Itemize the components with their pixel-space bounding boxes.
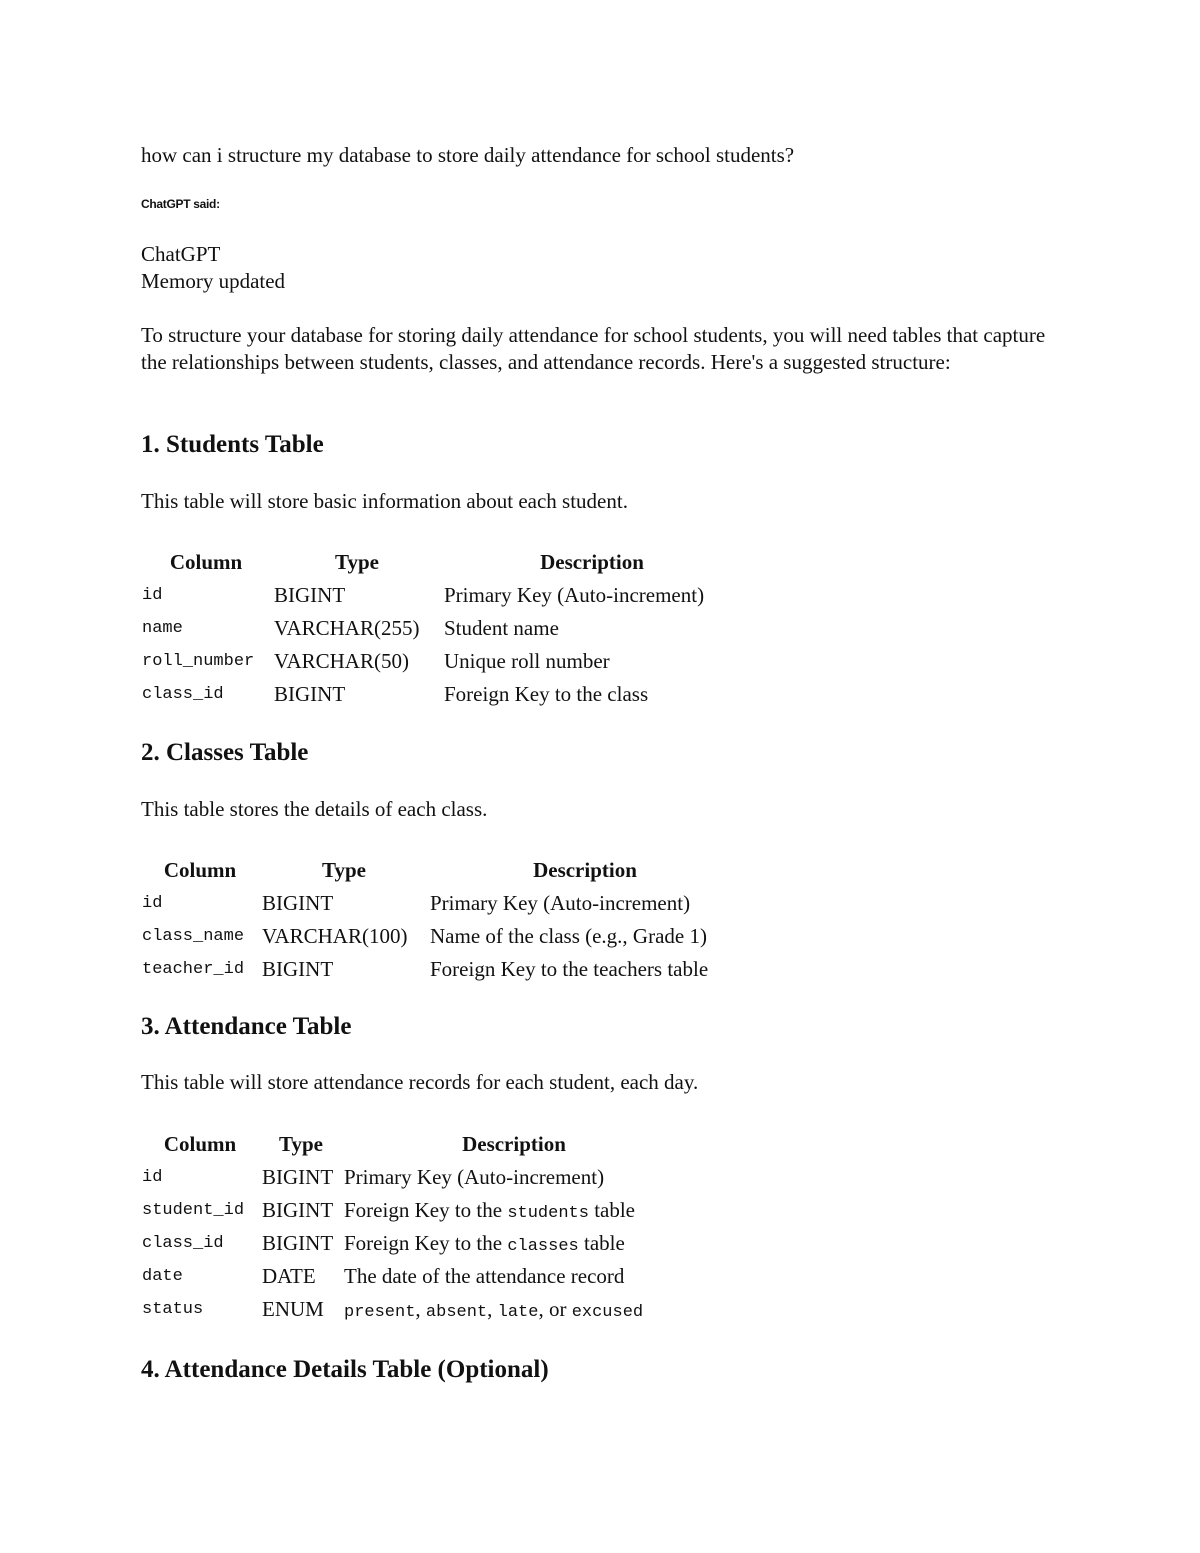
column-name: status bbox=[142, 1300, 204, 1319]
intro-paragraph: To structure your database for storing daily attendance for school students, you will need tables that capture the relationships between students, classes, and attendance records. Here's a suggested structure: bbox=[141, 323, 1046, 374]
column-description: Foreign Key to the class bbox=[444, 682, 649, 706]
column-type: VARCHAR(255) bbox=[274, 616, 420, 640]
column-type: BIGINT bbox=[274, 583, 346, 607]
column-description: The date of the attendance record bbox=[344, 1264, 625, 1288]
column-description bbox=[343, 1228, 685, 1259]
description-header: Description bbox=[540, 550, 644, 574]
enum-value: absent bbox=[425, 1303, 488, 1322]
section-description-classes: This table stores the details of each class. bbox=[141, 797, 488, 821]
description-header: Description bbox=[533, 858, 637, 882]
section-heading-classes: 2. Classes Table bbox=[141, 739, 309, 766]
column-name: student_id bbox=[142, 1201, 245, 1220]
type-header: Type bbox=[335, 550, 379, 574]
column-description: Primary Key (Auto-increment) bbox=[444, 583, 705, 607]
section-heading-students: 1. Students Table bbox=[141, 431, 324, 458]
classes-table bbox=[139, 853, 743, 987]
column-name: class_name bbox=[142, 927, 245, 946]
attendance-table bbox=[139, 1127, 687, 1327]
memory-updated-note: Memory updated bbox=[141, 269, 286, 293]
table-row bbox=[141, 613, 741, 644]
column-description: Foreign Key to the teachers table bbox=[430, 957, 709, 981]
enum-value: excused bbox=[571, 1303, 644, 1322]
column-type: VARCHAR(100) bbox=[262, 924, 408, 948]
column-header: Column bbox=[163, 1132, 237, 1156]
table-row bbox=[141, 888, 741, 919]
table-row bbox=[141, 646, 741, 677]
column-type: VARCHAR(50) bbox=[274, 649, 409, 673]
response-header bbox=[141, 241, 285, 295]
column-description: Primary Key (Auto-increment) bbox=[430, 891, 691, 915]
table-row bbox=[141, 1294, 685, 1325]
author-name: ChatGPT bbox=[141, 242, 221, 266]
table-row bbox=[141, 1261, 685, 1292]
table-row bbox=[141, 1228, 685, 1259]
column-name: teacher_id bbox=[142, 960, 245, 979]
table-header-row bbox=[141, 547, 741, 578]
section-description-students: This table will store basic information about each student. bbox=[141, 489, 628, 513]
section-heading-attendance: 3. Attendance Table bbox=[141, 1013, 352, 1040]
table-header-row bbox=[141, 855, 741, 886]
table-row bbox=[141, 580, 741, 611]
type-header: Type bbox=[279, 1132, 323, 1156]
description-text: table bbox=[578, 1231, 625, 1255]
column-header: Column bbox=[163, 858, 237, 882]
description-text: table bbox=[588, 1198, 635, 1222]
user-question: how can i structure my database to store daily attendance for school students? bbox=[141, 143, 795, 167]
inline-code: students bbox=[507, 1204, 589, 1223]
column-type: BIGINT bbox=[274, 682, 346, 706]
column-type: BIGINT bbox=[262, 891, 334, 915]
description-header: Description bbox=[462, 1132, 566, 1156]
enum-value: late bbox=[497, 1303, 539, 1322]
column-description: Name of the class (e.g., Grade 1) bbox=[430, 924, 707, 948]
column-type: BIGINT bbox=[262, 1165, 334, 1189]
column-description bbox=[343, 1294, 685, 1325]
section-description-attendance: This table will store attendance records for each student, each day. bbox=[141, 1070, 699, 1094]
column-name: class_id bbox=[142, 685, 224, 704]
students-table bbox=[139, 545, 743, 712]
column-type: ENUM bbox=[262, 1297, 324, 1321]
column-type: BIGINT bbox=[262, 957, 334, 981]
column-description: Primary Key (Auto-increment) bbox=[344, 1165, 605, 1189]
response-author-label: ChatGPT said: bbox=[141, 197, 220, 211]
table-header-row bbox=[141, 1129, 685, 1160]
column-name: id bbox=[142, 1168, 163, 1187]
inline-code: classes bbox=[507, 1237, 579, 1256]
enum-value: present bbox=[344, 1303, 416, 1322]
description-text: Foreign Key to the bbox=[344, 1198, 508, 1222]
column-name: name bbox=[142, 619, 183, 638]
enum-separator: , bbox=[415, 1297, 426, 1321]
type-header: Type bbox=[322, 858, 366, 882]
column-name: date bbox=[142, 1267, 183, 1286]
table-row bbox=[141, 1162, 685, 1193]
column-description: Unique roll number bbox=[444, 649, 610, 673]
table-row bbox=[141, 921, 741, 952]
column-type: BIGINT bbox=[262, 1231, 334, 1255]
column-header: Column bbox=[169, 550, 243, 574]
column-name: roll_number bbox=[142, 652, 255, 671]
description-text: Foreign Key to the bbox=[344, 1231, 508, 1255]
column-description bbox=[343, 1195, 685, 1226]
enum-separator: , bbox=[487, 1297, 498, 1321]
table-row bbox=[141, 1195, 685, 1226]
column-type: BIGINT bbox=[262, 1198, 334, 1222]
column-name: class_id bbox=[142, 1234, 224, 1253]
column-description: Student name bbox=[444, 616, 559, 640]
enum-separator: , or bbox=[538, 1297, 572, 1321]
column-name: id bbox=[142, 586, 163, 605]
column-type: DATE bbox=[262, 1264, 316, 1288]
column-name: id bbox=[142, 894, 163, 913]
table-row bbox=[141, 954, 741, 985]
table-row bbox=[141, 679, 741, 710]
section-heading-attendance-details: 4. Attendance Details Table (Optional) bbox=[141, 1356, 549, 1383]
